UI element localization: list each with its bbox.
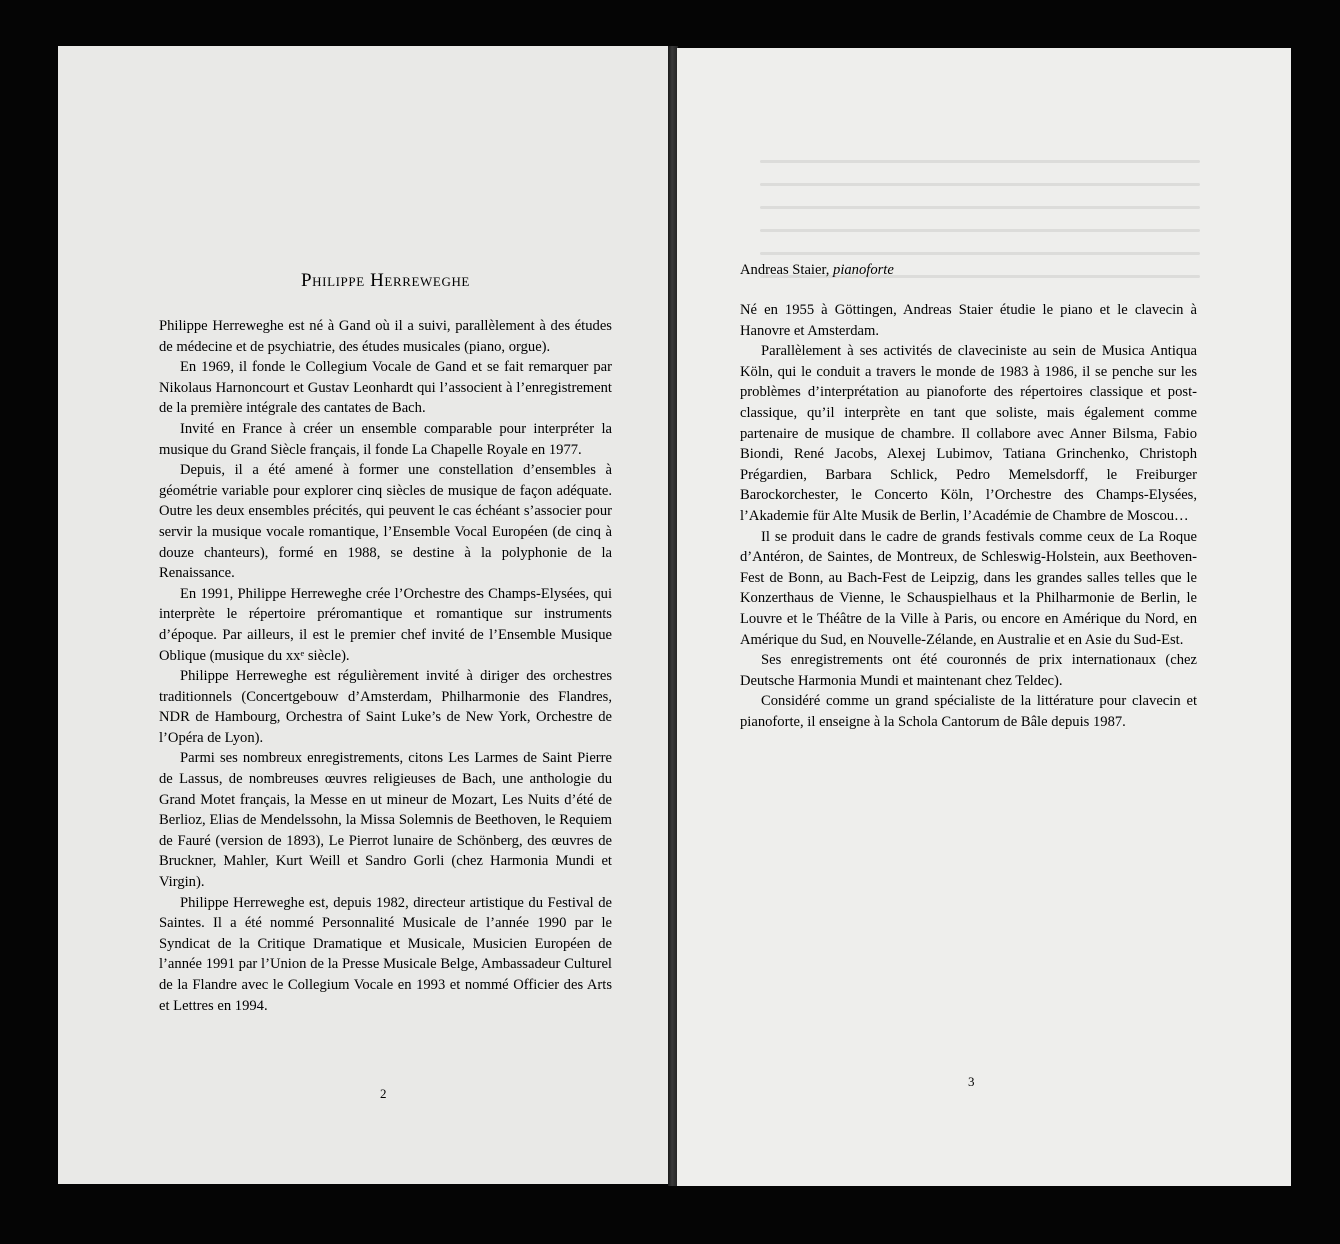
paragraph: Considéré comme un grand spécialiste de la littérature pour clavecin et pianoforte, il enseigne à la Schola Cantorum de Bâle depuis 1987.: [740, 693, 1197, 730]
paragraph: Ses enregistrements ont été couronnés de prix internationaux (chez Deutsche Harmonia Mundi et maintenant chez Teldec).: [740, 652, 1197, 689]
paragraph: Philippe Herreweghe est, depuis 1982, directeur artistique du Festival de Saintes. Il a été nommé Personnalité Musicale de l’année 1990 par le Syndicat de la Critique Dramatique et Musicale, Musicien Européen de l’année 1991 par l’Union de la Presse Musicale Belge, Ambassadeur Culturel de la Flandre avec le Collegium Vocale en 1993 et nommé Officier des Arts et Lettres en 1994.: [159, 894, 612, 1014]
paragraph: En 1991, Philippe Herreweghe crée l’Orchestre des Champs-Elysées, qui interprète le répertoire préromantique et romantique sur instruments d’époque. Par ailleurs, il est le premier chef invité de l’Ensemble Musique Oblique (musique du xxᵉ siècle).: [159, 585, 612, 664]
artist-byline: [740, 262, 1197, 279]
paragraph: Philippe Herreweghe est né à Gand où il a suivi, parallèlement à des études de médecine et de psychiatrie, des études musicales (piano, orgue).: [159, 318, 612, 355]
biography-text-staier: [740, 300, 1197, 732]
page-number: 2: [380, 1086, 387, 1101]
paragraph: Il se produit dans le cadre de grands festivals comme ceux de La Roque d’Antéron, de Saintes, de Montreux, de Schleswig-Holstein, aux Beethoven-Fest de Bonn, au Bach-Fest de Leipzig, dans les grandes salles telles que le Konzerthaus de Vienne, le Schauspielhaus et la Philharmonie de Berlin, le Louvre et le Théâtre de la Ville à Paris, ou encore en Amérique du Nord, en Amérique du Sud, en Nouvelle-Zélande, en Australie et en Asie du Sud-Est.: [740, 528, 1197, 648]
biography-text-herreweghe: [159, 316, 612, 1016]
paragraph: Parmi ses nombreux enregistrements, citons Les Larmes de Saint Pierre de Lassus, de nombreuses œuvres religieuses de Bach, une anthologie du Grand Motet français, la Messe en ut mineur de Mozart, Les Nuits d’été de Berlioz, Elias de Mendelssohn, la Missa Solemnis de Beethoven, le Requiem de Fauré (version de 1893), Le Pierrot lunaire de Schönberg, des œuvres de Bruckner, Mahler, Kurt Weill et Sandro Gorli (chez Harmonia Mundi et Virgin).: [159, 750, 612, 891]
paragraph: En 1969, il fonde le Collegium Vocale de Gand et se fait remarquer par Nikolaus Harnoncourt et Gustav Leonhardt qui l’associent à l’enregistrement de la première intégrale des cantates de Bach.: [159, 359, 612, 417]
paragraph: Parallèlement à ses activités de claveciniste au sein de Musica Antiqua Köln, qui le conduit a travers le monde de 1983 à 1986, il se penche sur les problèmes d’interprétation au pianoforte des répertoires classique et post-classique, qu’il interprète en tant que soliste, mais également comme partenaire de musique de chambre. Il collabore avec Anner Bilsma, Fabio Biondi, René Jacobs, Alexej Lubimov, Tatiana Grinchenko, Christoph Prégardien, Barbara Schlick, Pedro Memelsdorff, le Freiburger Barockorchester, le Concerto Köln, l’Orchestre des Champs-Elysées, l’Akademie für Alte Musik de Berlin, l’Académie de Chambre de Moscou…: [740, 343, 1197, 524]
page-heading: Philippe Herreweghe: [301, 270, 470, 291]
artist-instrument: pianoforte: [833, 262, 894, 278]
artist-name: Andreas Staier,: [740, 262, 834, 278]
paragraph: Philippe Herreweghe est régulièrement invité à diriger des orchestres traditionnels (Concertgebouw d’Amsterdam, Philharmonie des Flandres, NDR de Hambourg, Orchestra of Saint Luke’s de New York, Orchestre de l’Opéra de Lyon).: [159, 668, 612, 746]
page-number: 3: [968, 1074, 975, 1089]
paragraph: Né en 1955 à Göttingen, Andreas Staier étudie le piano et le clavecin à Hanovre et Amsterdam.: [740, 302, 1197, 339]
paragraph: Depuis, il a été amené à former une constellation d’ensembles à géométrie variable pour explorer cinq siècles de musique de façon adéquate. Outre les deux ensembles précités, qui peuvent le cas échéant s’associer pour servir la musique vocale romantique, l’Ensemble Vocal Européen (de cinq à douze chanteurs), formé en 1988, se destine à la polyphonie de la Renaissance.: [159, 462, 612, 582]
paragraph: Invité en France à créer un ensemble comparable pour interpréter la musique du Grand Siècle français, il fonde La Chapelle Royale en 1977.: [159, 420, 612, 458]
